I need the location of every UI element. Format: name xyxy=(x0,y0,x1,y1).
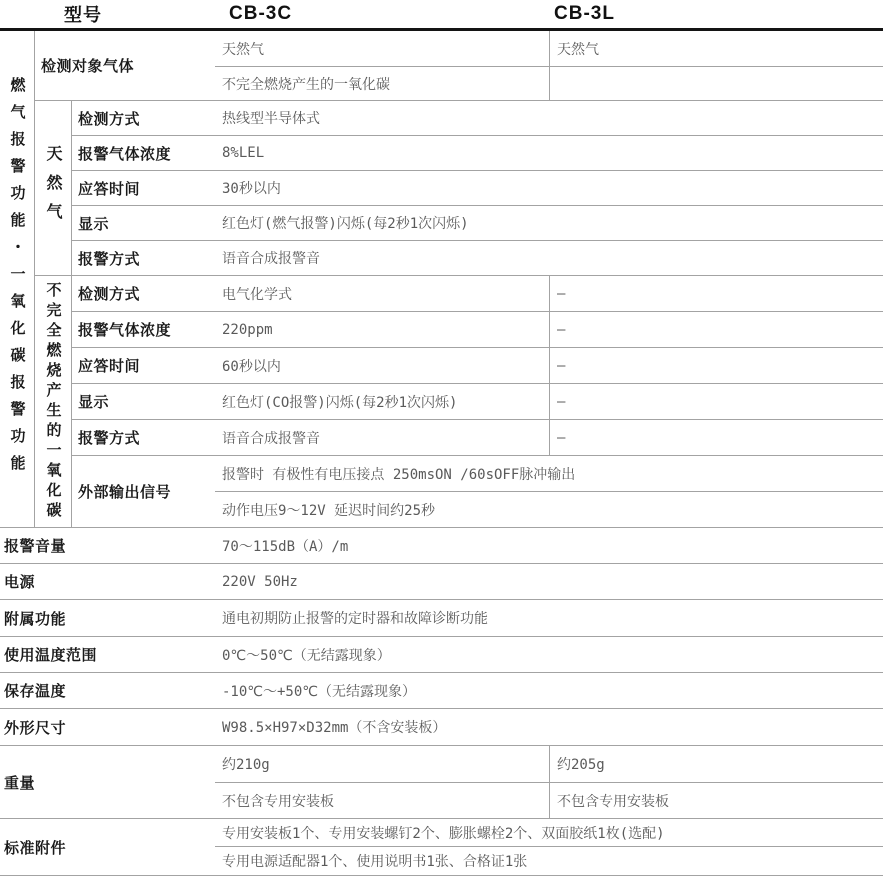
weight-cb3c-row1: 约210g xyxy=(215,745,549,782)
co-row-label: 报警方式 xyxy=(72,419,215,455)
co-row-cb3c: 语音合成报警音 xyxy=(215,419,549,455)
weight-cb3l-row2: 不包含专用安装板 xyxy=(549,782,883,818)
co-row-cb3c: 220ppm xyxy=(215,311,549,347)
co-group-label: 不完全燃烧产生的一氧化碳 xyxy=(44,281,63,522)
output-signal-label: 外部输出信号 xyxy=(72,455,215,527)
ng-row-value: 30秒以内 xyxy=(215,170,883,205)
co-row-cb3l: – xyxy=(549,347,883,383)
detect-gas-cb3c-row2: 不完全燃烧产生的一氧化碳 xyxy=(215,66,549,100)
natural-gas-group-label-cell xyxy=(35,100,72,275)
co-row-cb3c: 红色灯(CO报警)闪烁(每2秒1次闪烁) xyxy=(215,383,549,419)
output-signal-row2: 动作电压9～12V 延迟时间约25秒 xyxy=(215,491,883,527)
natural-gas-group-label: 天然气 xyxy=(44,144,63,232)
simple-row-label: 报警音量 xyxy=(0,527,215,563)
ng-row-label: 报警气体浓度 xyxy=(72,135,215,170)
ng-row-value: 热线型半导体式 xyxy=(215,100,883,135)
simple-row-label: 保存温度 xyxy=(0,672,215,708)
column-header-cb3l: CB-3L xyxy=(554,3,615,24)
weight-cb3c-row2: 不包含专用安装板 xyxy=(215,782,549,818)
simple-row-value: 0℃～50℃（无结露现象） xyxy=(215,636,883,672)
simple-row-value: 通电初期防止报警的定时器和故障诊断功能 xyxy=(215,599,883,636)
co-row-cb3l: – xyxy=(549,275,883,311)
model-header-label: 型号 xyxy=(64,5,102,26)
accessories-row1: 专用安装板1个、专用安装螺钉2个、膨胀螺栓2个、双面胶纸1枚(选配) xyxy=(215,818,883,846)
weight-label: 重量 xyxy=(0,745,215,818)
detect-gas-cb3c-row1: 天然气 xyxy=(222,41,264,58)
output-signal-row1: 报警时 有极性有电压接点 250msON /60sOFF脉冲输出 xyxy=(215,455,883,491)
co-group-label-cell xyxy=(35,275,72,527)
weight-cb3l-row1: 约205g xyxy=(549,745,883,782)
section-vertical-label: 燃气报警功能・一氧化碳报警功能 xyxy=(8,76,27,482)
detect-gas-label: 检测对象气体 xyxy=(41,57,135,75)
co-row-label: 报警气体浓度 xyxy=(72,311,215,347)
co-row-cb3c: 60秒以内 xyxy=(215,347,549,383)
ng-row-label: 报警方式 xyxy=(72,240,215,275)
simple-row-label: 电源 xyxy=(0,563,215,599)
simple-row-label: 使用温度范围 xyxy=(0,636,215,672)
simple-row-value: -10℃～+50℃（无结露现象） xyxy=(215,672,883,708)
detect-gas-cb3l-row1: 天然气 xyxy=(549,31,883,66)
simple-row-value: 220V 50Hz xyxy=(215,563,883,599)
accessories-row2: 专用电源适配器1个、使用说明书1张、合格证1张 xyxy=(215,846,883,876)
simple-row-label: 附属功能 xyxy=(0,599,215,636)
detect-gas-cb3l-row2 xyxy=(549,66,883,100)
co-row-label: 应答时间 xyxy=(72,347,215,383)
co-row-cb3l: – xyxy=(549,311,883,347)
co-row-cb3l: – xyxy=(549,419,883,455)
co-row-label: 检测方式 xyxy=(72,275,215,311)
accessories-label: 标准附件 xyxy=(0,818,215,876)
co-row-cb3l: – xyxy=(549,383,883,419)
ng-row-label: 显示 xyxy=(72,205,215,240)
simple-row-value: 70～115dB（A）/m xyxy=(215,527,883,563)
ng-row-label: 应答时间 xyxy=(72,170,215,205)
section-vertical-label-cell xyxy=(0,31,35,527)
ng-row-value: 语音合成报警音 xyxy=(215,240,883,275)
co-row-label: 显示 xyxy=(72,383,215,419)
ng-row-label: 检测方式 xyxy=(72,100,215,135)
simple-row-label: 外形尺寸 xyxy=(0,708,215,745)
co-row-cb3c: 电气化学式 xyxy=(215,275,549,311)
column-header-cb3c: CB-3C xyxy=(229,3,293,24)
simple-row-value: W98.5×H97×D32mm（不含安装板） xyxy=(215,708,883,745)
ng-row-value: 8%LEL xyxy=(215,135,883,170)
ng-row-value: 红色灯(燃气报警)闪烁(每2秒1次闪烁) xyxy=(215,205,883,240)
